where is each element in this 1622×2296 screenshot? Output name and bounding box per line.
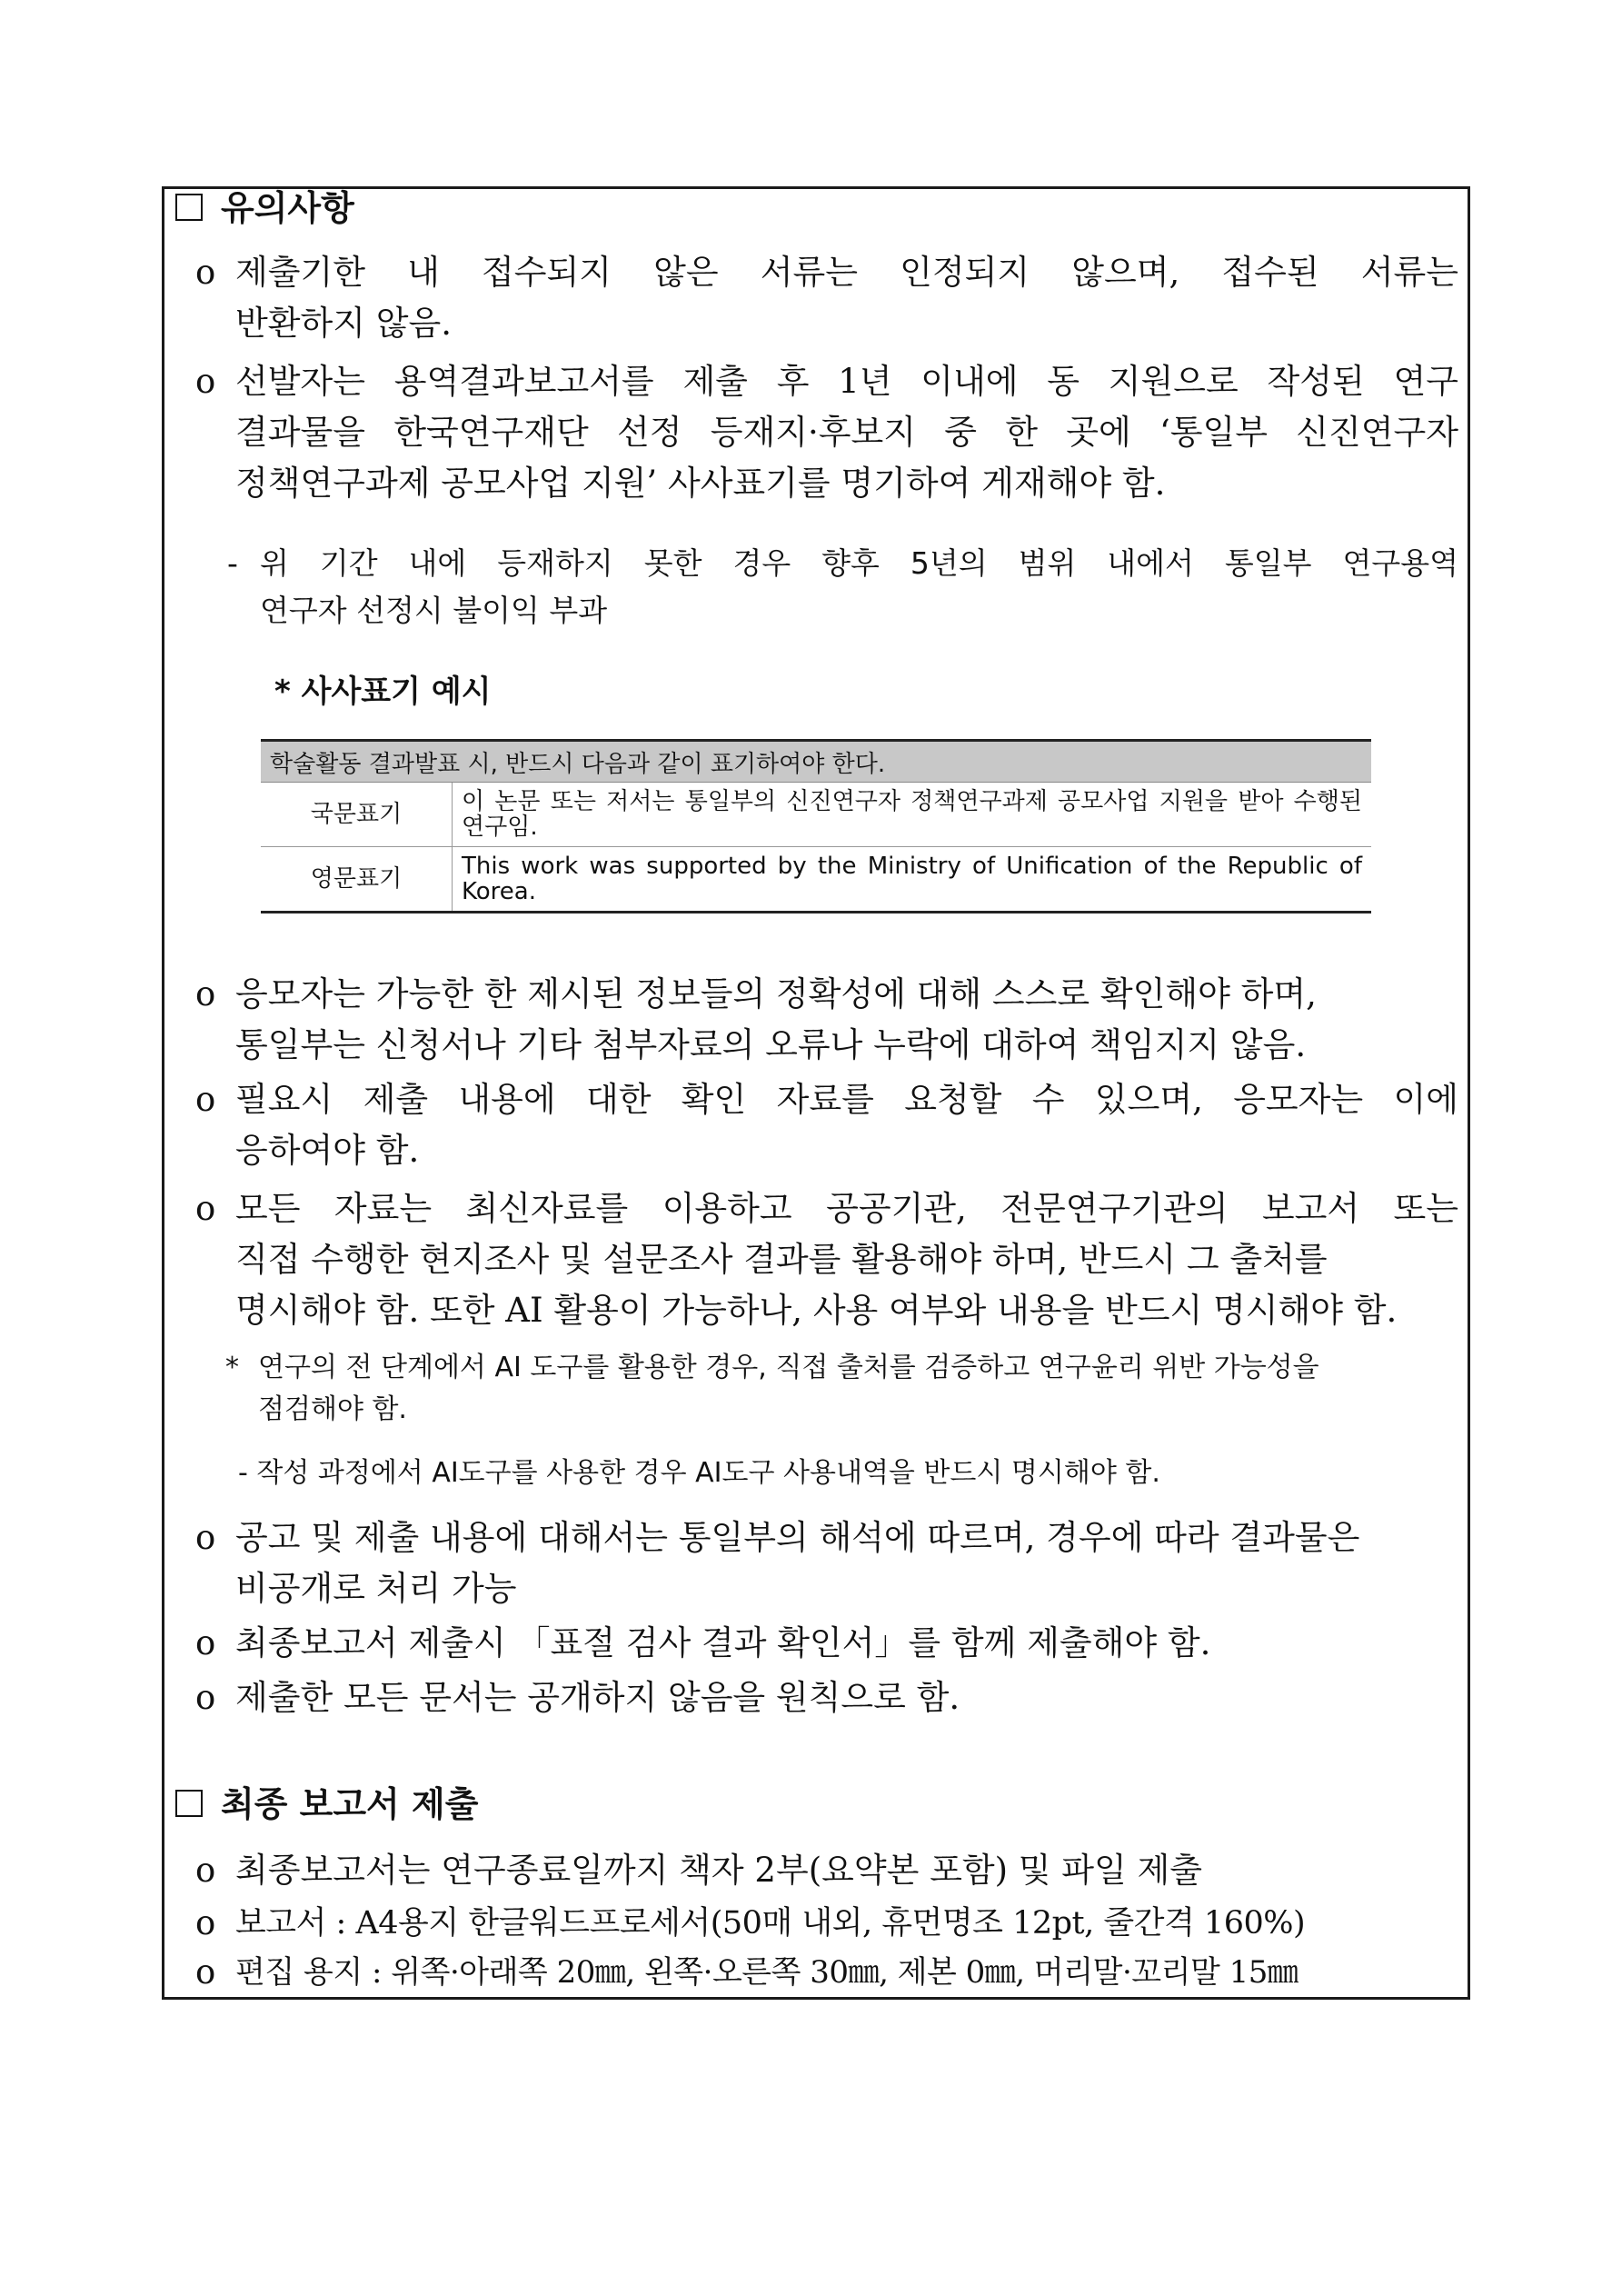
notes-item-8 xyxy=(195,1672,1458,1723)
bullet: o xyxy=(195,1623,216,1662)
row-text-english: This work was supported by the Ministry of Unification of the Republic of Korea. xyxy=(453,847,1372,913)
line: 위 기간 내에 등재하지 못한 경우 향후 5년의 범위 내에서 통일부 연구용역 xyxy=(260,545,1458,581)
notes-item-3 xyxy=(195,969,1458,1071)
checkbox-square-icon xyxy=(175,194,203,221)
line: 제출한 모든 문서는 공개하지 않음을 원칙으로 함. xyxy=(235,1678,960,1717)
bullet: o xyxy=(195,362,216,401)
notes-item-5 xyxy=(195,1183,1458,1336)
bullet: o xyxy=(195,1080,216,1119)
line: 최종보고서는 연구종료일까지 책자 2부(요약본 포함) 및 파일 제출 xyxy=(235,1851,1203,1890)
table-header: 학술활동 결과발표 시, 반드시 다음과 같이 표기하여야 한다. xyxy=(261,741,1371,783)
example-heading: * 사사표기 예시 xyxy=(274,674,492,710)
bullet: o xyxy=(195,1952,216,1992)
checkbox-square-icon xyxy=(175,1790,203,1817)
section-heading-final-report: 최종 보고서 제출 xyxy=(175,1783,478,1825)
acknowledgement-example-table xyxy=(261,739,1371,913)
ai-disclosure-note: - 작성 과정에서 AI도구를 사용한 경우 AI도구 사용내역을 반드시 명시해야 함. xyxy=(238,1457,1160,1489)
line: 직접 수행한 현지조사 및 설문조사 결과를 활용해야 하며, 반드시 그 출처를 xyxy=(235,1240,1328,1279)
table-row xyxy=(261,847,1371,913)
line: 비공개로 처리 가능 xyxy=(235,1569,517,1608)
bullet: o xyxy=(195,1678,216,1717)
bullet: o xyxy=(195,1189,216,1228)
asterisk-bullet: * xyxy=(225,1352,239,1383)
line: 명시해야 함. 또한 AI 활용이 가능하나, 사용 여부와 내용을 반드시 명시해야 함. xyxy=(235,1291,1398,1330)
line: 제출기한 내 접수되지 않은 서류는 인정되지 않으며, 접수된 서류는 xyxy=(235,253,1458,292)
row-label-english: 영문표기 xyxy=(261,847,453,913)
line: 응모자는 가능한 한 제시된 정보들의 정확성에 대해 스스로 확인해야 하며, xyxy=(235,974,1317,1013)
bullet: o xyxy=(195,1518,216,1557)
line: 점검해야 함. xyxy=(258,1393,407,1425)
notes-item-7 xyxy=(195,1618,1458,1669)
line: 공고 및 제출 내용에 대해서는 통일부의 해석에 따르며, 경우에 따라 결과물은 xyxy=(235,1518,1360,1557)
section-heading-notes: 유의사항 xyxy=(175,187,354,229)
notes-item-2 xyxy=(195,356,1458,509)
line: 연구의 전 단계에서 AI 도구를 활용한 경우, 직접 출처를 검증하고 연구윤리 위반 가능성을 xyxy=(258,1352,1319,1383)
final-report-item-3 xyxy=(195,1947,1458,1998)
notes-item-4 xyxy=(195,1074,1458,1176)
line: 정책연구과제 공모사업 지원’ 사사표기를 명기하여 게재해야 함. xyxy=(235,464,1166,503)
bullet: o xyxy=(195,974,216,1013)
line: 편집 용지 : 위쪽·아래쪽 20㎜, 왼쪽·오른쪽 30㎜, 제본 0㎜, 머리말·꼬리말 15㎜ xyxy=(235,1954,1299,1991)
line: 통일부는 신청서나 기타 첨부자료의 오류나 누락에 대하여 책임지지 않음. xyxy=(235,1025,1307,1064)
line: 반환하지 않음. xyxy=(235,304,452,343)
line: 선발자는 용역결과보고서를 제출 후 1년 이내에 동 지원으로 작성된 연구 xyxy=(235,362,1458,401)
final-report-item-1 xyxy=(195,1845,1458,1896)
dash-bullet: - xyxy=(227,545,238,581)
final-report-item-2 xyxy=(195,1898,1458,1949)
notes-item-1 xyxy=(195,247,1458,349)
line: 최종보고서 제출시 「표절 검사 결과 확인서」를 함께 제출해야 함. xyxy=(235,1623,1211,1662)
ai-usage-note xyxy=(225,1347,1458,1431)
line: 보고서 : A4용지 한글워드프로세서(50매 내외, 휴먼명조 12pt, 줄간격 160%) xyxy=(235,1905,1306,1942)
row-label-korean: 국문표기 xyxy=(261,783,453,847)
line: 응하여야 함. xyxy=(235,1131,420,1170)
notes-item-6 xyxy=(195,1512,1458,1614)
table-row xyxy=(261,783,1371,847)
line: 모든 자료는 최신자료를 이용하고 공공기관, 전문연구기관의 보고서 또는 xyxy=(235,1189,1458,1228)
bullet: o xyxy=(195,1903,216,1942)
row-text-korean: 이 논문 또는 저서는 통일부의 신진연구자 정책연구과제 공모사업 지원을 받아 수행된 연구임. xyxy=(453,783,1372,847)
sub-note-penalty xyxy=(227,540,1458,634)
line: 필요시 제출 내용에 대한 확인 자료를 요청할 수 있으며, 응모자는 이에 xyxy=(235,1080,1458,1119)
line: 연구자 선정시 불이익 부과 xyxy=(260,593,608,628)
bullet: o xyxy=(195,253,216,292)
bullet: o xyxy=(195,1851,216,1890)
line: 결과물을 한국연구재단 선정 등재지·후보지 중 한 곳에 ‘통일부 신진연구자 xyxy=(235,413,1458,452)
